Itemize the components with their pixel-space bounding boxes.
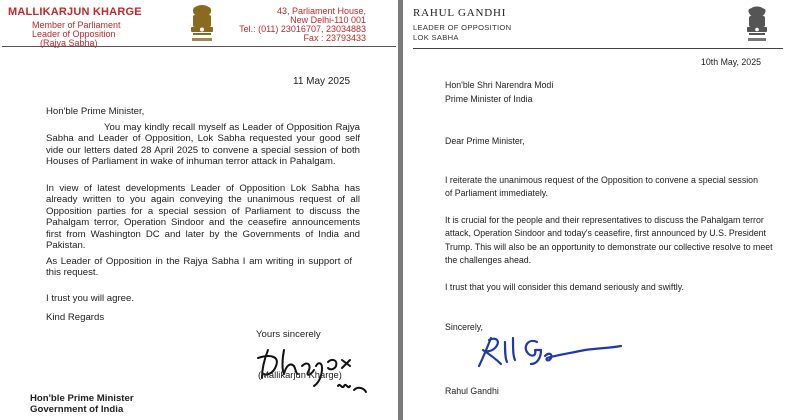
letterhead-address: Fax : 23793433 [303, 33, 366, 43]
salutation: Hon'ble Prime Minister, [46, 106, 145, 117]
letterhead-address: New Delhi-110 001 [290, 15, 366, 25]
letterhead-divider [2, 46, 396, 47]
letter-date: 10th May, 2025 [701, 57, 761, 67]
national-emblem-icon [743, 4, 771, 44]
letter-paragraph: I reiterate the unanimous request of the Opposition to convene a special session of Parliament immediately. [445, 175, 758, 199]
letterhead-title: Member of Parliament [32, 20, 121, 30]
salutation: Dear Prime Minister, [445, 136, 525, 146]
recipient-line: Prime Minister of India [445, 94, 533, 104]
letter-paragraph: In view of latest developments Leader of Opposition Lok Sabha has already written to you again conveying the unanimous request of all Opposition parties for a special session of Parliament to discuss the Pahalgam terror, Operation Sindoor and the ceasefire announcements first from Washington DC and later by the Governments of India and Pakistan. [46, 183, 360, 252]
letterhead-address: 43, Parliament House, [276, 6, 366, 16]
signatory-name: (Mallikarjun Kharge) [258, 369, 342, 380]
letterhead-address: Tel.: (011) 23016707, 23034883 [239, 24, 366, 34]
sign-off: Yours sincerely [256, 329, 321, 340]
letter-paragraph: It is crucial for the people and their representatives to discuss the Pahalgam terror attack, Operation Sindoor and today's ceasefire, first announced by U.S. President Trump. This will also be an opportunity to demonstrate our collective resolve to meet the challenges ahead. [445, 215, 773, 266]
letter-paragraph: I trust you will agree. [46, 293, 134, 304]
recipient-line: Government of India [30, 404, 124, 415]
national-emblem-icon [186, 2, 218, 46]
letterhead-name: RAHUL GANDHI [413, 7, 507, 19]
letter-paragraph: As Leader of Opposition in the Rajya Sabha I am writing in support of this request. [46, 256, 352, 279]
letterhead-title: LEADER OF OPPOSITION [413, 23, 512, 32]
recipient-line: Hon'ble Prime Minister [30, 393, 134, 404]
letterhead-title: Leader of Opposition [32, 29, 116, 39]
recipient-line: Hon'ble Shri Narendra Modi [445, 80, 554, 90]
letterhead-title: (Rajya Sabha) [40, 38, 98, 48]
gandhi-letter [403, 0, 800, 420]
letterhead-name: MALLIKARJUN KHARGE [8, 6, 142, 18]
closing: Kind Regards [46, 312, 105, 323]
closing: Sincerely, [445, 322, 483, 332]
letterhead-title: LOK SABHA [413, 33, 459, 42]
kharge-letter [0, 0, 398, 420]
signature-gandhi [475, 330, 625, 372]
signatory-name: Rahul Gandhi [445, 386, 499, 396]
letter-paragraph: I trust that you will consider this demand seriously and swiftly. [445, 282, 684, 292]
letterhead-divider [413, 48, 783, 49]
letter-date: 11 May 2025 [293, 76, 351, 87]
letter-paragraph: You may kindly recall myself as Leader of Opposition Rajya Sabha and Leader of Opposition, Lok Sabha requested your good self vide our letters dated 28 April 2025 to convene a special session of both Houses of Parliament in wake of inhuman terror attack in Pahalgam. [46, 122, 360, 168]
